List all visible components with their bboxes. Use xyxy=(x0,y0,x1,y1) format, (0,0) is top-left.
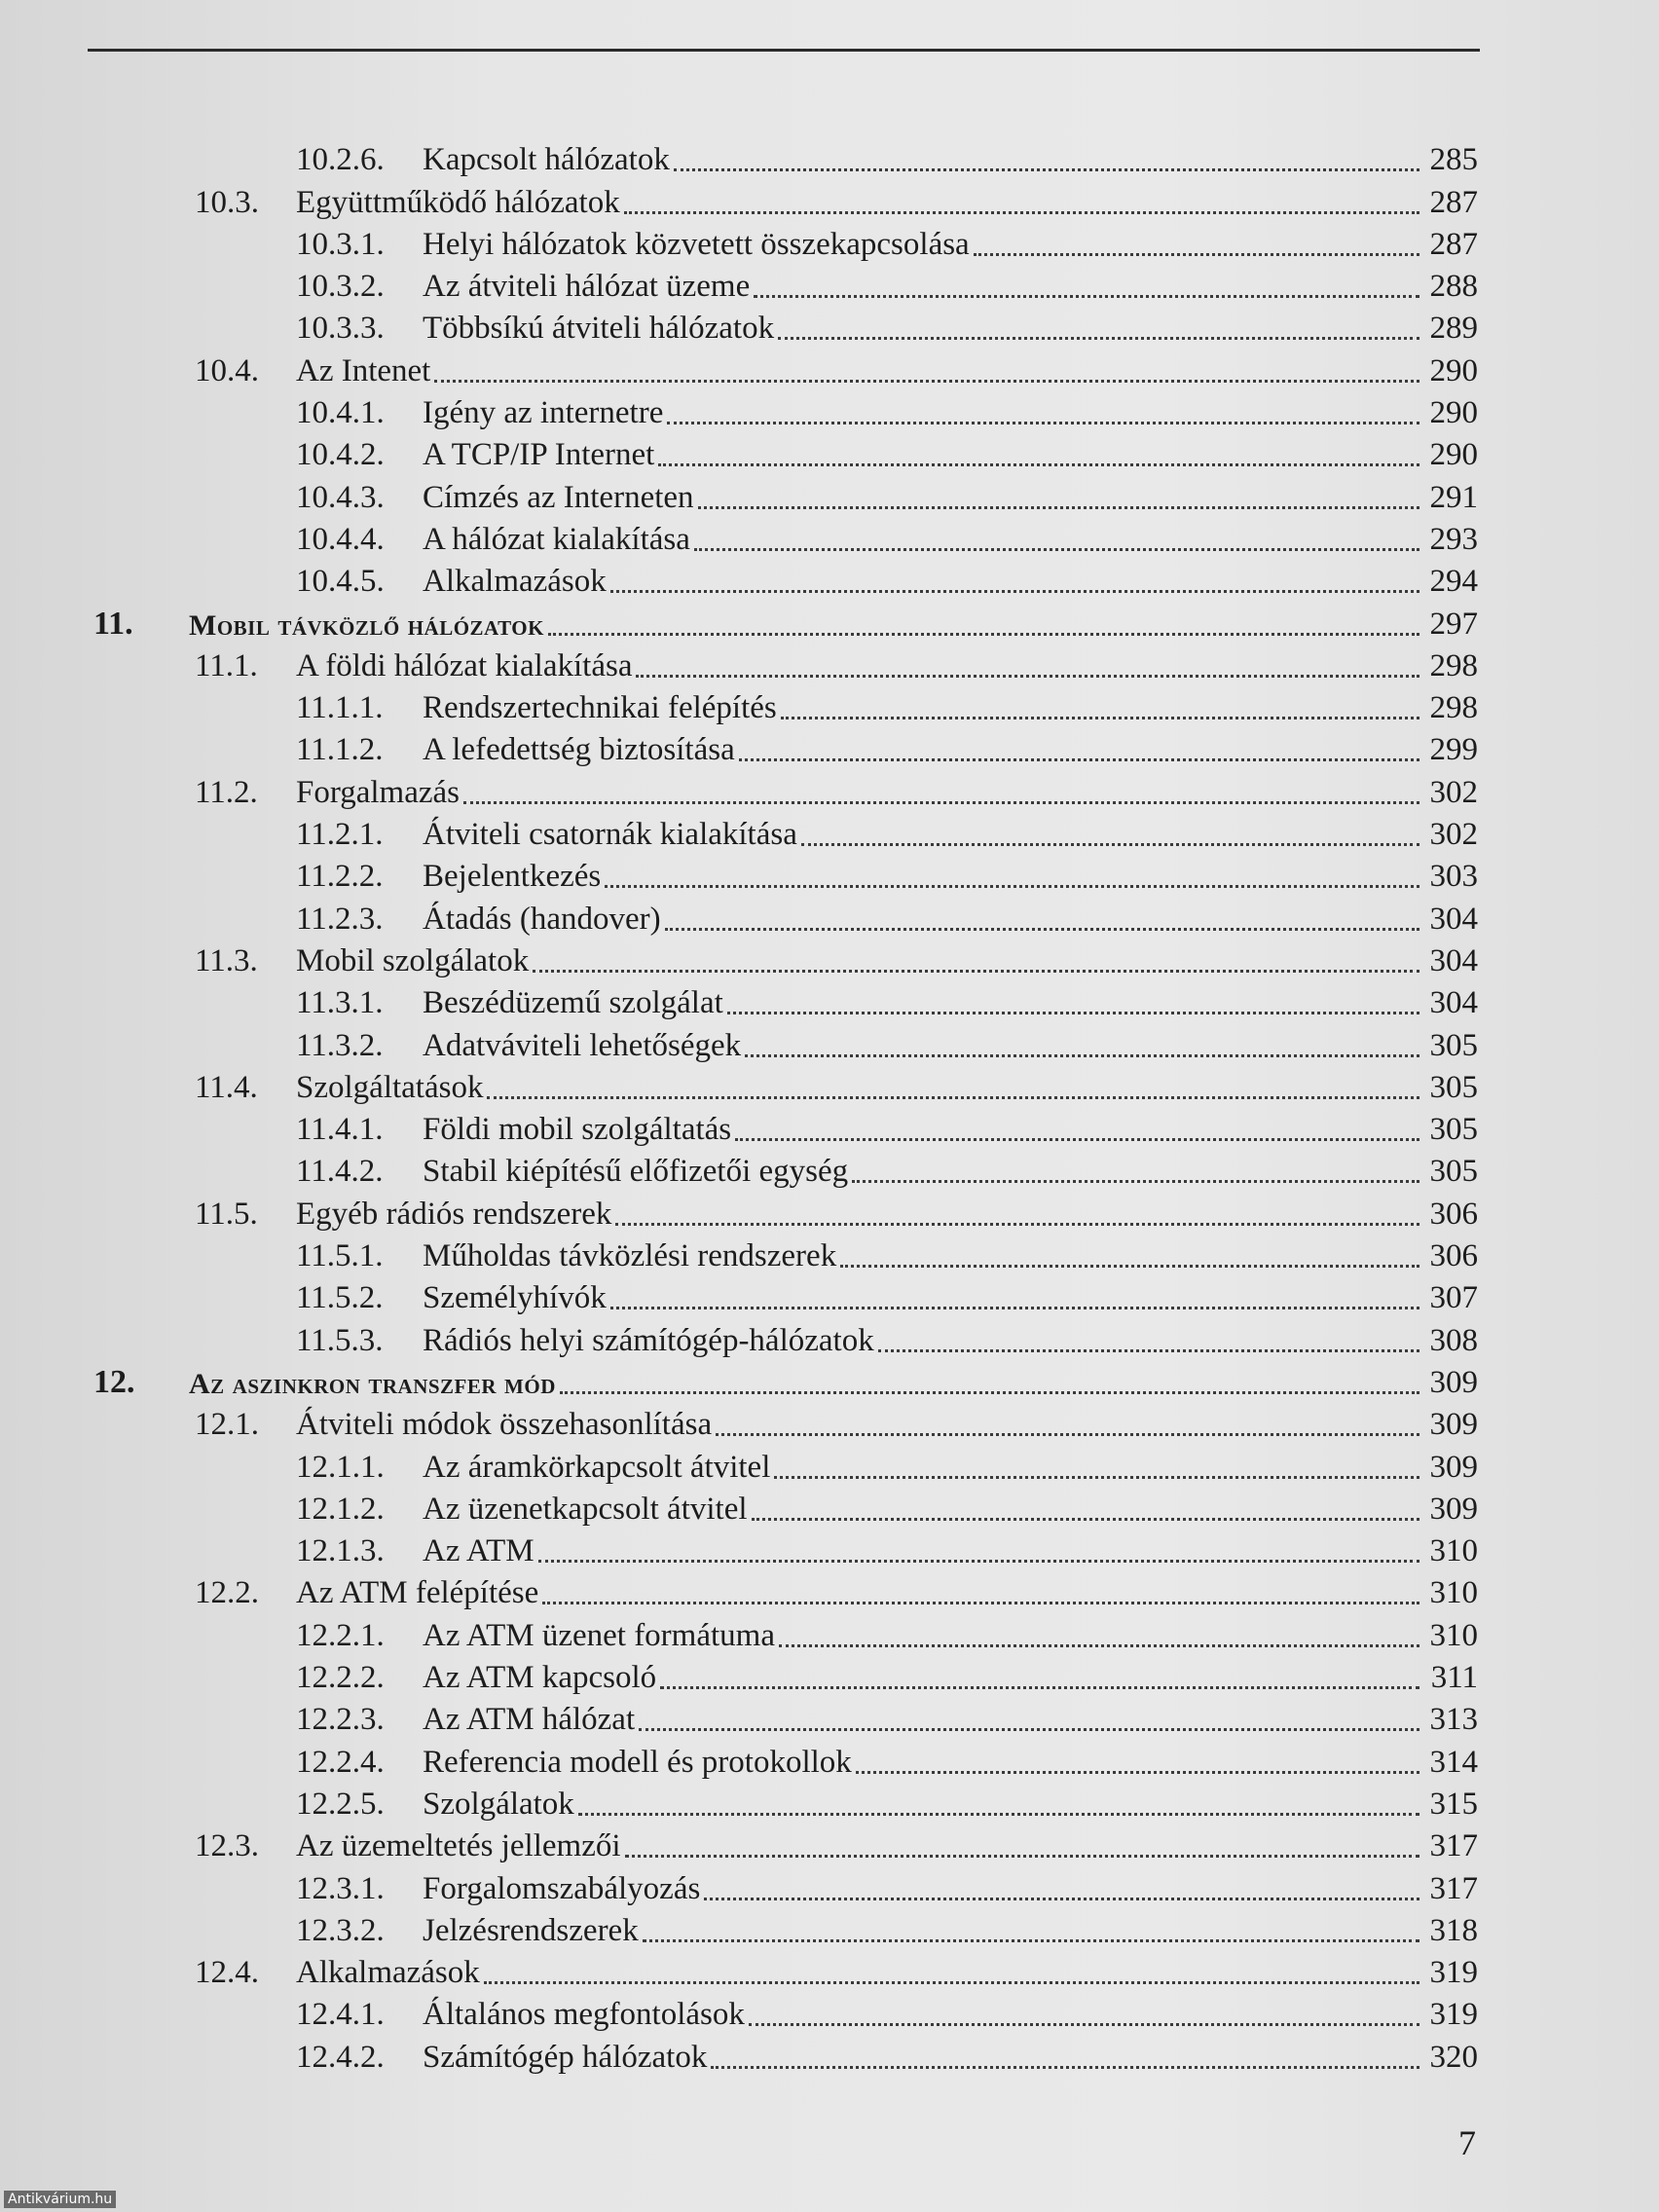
section-page-number: 306 xyxy=(1429,1196,1478,1232)
toc-entry xyxy=(0,134,1659,176)
entry-body xyxy=(423,2039,1478,2075)
toc-entry xyxy=(0,514,1659,556)
section-title: Stabil kiépítésű előfizetői egység xyxy=(423,1154,849,1190)
dot-leader xyxy=(463,801,1419,804)
section-title: Többsíkú átviteli hálózatok xyxy=(423,311,775,347)
section-page-number: 310 xyxy=(1429,1533,1478,1569)
section-page-number: 306 xyxy=(1429,1238,1478,1274)
entry-body xyxy=(423,1744,1478,1780)
dot-leader xyxy=(694,548,1419,551)
section-page-number: 303 xyxy=(1429,859,1478,895)
section-title: Címzés az Interneten xyxy=(423,479,694,515)
entry-body xyxy=(423,903,1478,936)
entry-body xyxy=(423,1535,1478,1567)
section-page-number: 307 xyxy=(1429,1280,1478,1316)
watermark-logo: Antikvárium.hu xyxy=(4,2191,116,2208)
section-page-number: 309 xyxy=(1429,1364,1478,1400)
entry-body xyxy=(296,1577,1478,1609)
section-page-number: 309 xyxy=(1429,1491,1478,1527)
section-title: Forgalomszabályozás xyxy=(423,1870,701,1906)
toc-entry xyxy=(0,1441,1659,1483)
entry-body xyxy=(423,1704,1478,1736)
section-title: Helyi hálózatok közvetett összekapcsolása xyxy=(423,226,970,262)
section-number: 12.2.2. xyxy=(296,1660,385,1696)
section-number: 11.3. xyxy=(195,942,258,978)
toc-entry xyxy=(0,724,1659,766)
toc-entry xyxy=(0,1779,1659,1821)
toc-entry xyxy=(0,556,1659,598)
section-number: 11.2.3. xyxy=(296,901,384,937)
dot-leader xyxy=(781,717,1419,719)
section-number: 12.2.4. xyxy=(296,1744,385,1780)
dot-leader xyxy=(735,1138,1419,1141)
toc-entry xyxy=(0,1652,1659,1694)
section-page-number: 299 xyxy=(1429,732,1478,768)
toc-entry xyxy=(0,893,1659,935)
section-page-number: 319 xyxy=(1429,1997,1478,2033)
section-number: 11.5.3. xyxy=(296,1322,384,1358)
toc-entry xyxy=(0,1146,1659,1188)
entry-body xyxy=(423,566,1478,598)
dot-leader xyxy=(624,211,1419,214)
section-page-number: 319 xyxy=(1429,1955,1478,1991)
section-number: 10.4.1. xyxy=(296,395,385,431)
section-number: 12.1. xyxy=(195,1407,259,1443)
section-number: 11.5.2. xyxy=(296,1280,384,1316)
section-page-number: 293 xyxy=(1429,521,1478,557)
section-page-number: 309 xyxy=(1429,1449,1478,1485)
dot-leader xyxy=(779,1644,1419,1647)
section-number: 10.3.3. xyxy=(296,311,385,347)
dot-leader xyxy=(533,970,1419,973)
dot-leader xyxy=(610,590,1419,593)
entry-body xyxy=(423,734,1478,766)
section-title: Átviteli módok összehasonlítása xyxy=(296,1407,713,1443)
section-number: 11.1.2. xyxy=(296,732,384,768)
section-number: 11.3.1. xyxy=(296,985,384,1021)
entry-body xyxy=(423,1114,1478,1146)
section-title: A lefedettség biztosítása xyxy=(423,732,735,768)
entry-body xyxy=(296,1198,1478,1231)
dot-leader xyxy=(658,463,1419,466)
section-title: Bejelentkezés xyxy=(423,859,602,895)
toc-entry xyxy=(0,1019,1659,1061)
section-title: Az Intenet xyxy=(296,352,431,388)
section-title: Igény az internetre xyxy=(423,395,664,431)
entry-body xyxy=(423,1449,1478,1485)
dot-leader xyxy=(801,843,1419,846)
section-title: Beszédüzemű szolgálat xyxy=(423,985,723,1021)
section-number: 11.4.1. xyxy=(296,1112,384,1148)
dot-leader xyxy=(749,2023,1419,2026)
section-page-number: 308 xyxy=(1429,1322,1478,1358)
dot-leader xyxy=(974,253,1419,256)
section-title: Átadás (handover) xyxy=(423,901,661,937)
entry-body xyxy=(423,1240,1478,1272)
toc-entry xyxy=(0,387,1659,429)
section-title: Alkalmazások xyxy=(296,1955,480,1991)
section-number: 12.4.1. xyxy=(296,1997,385,2033)
toc-chapter-entry xyxy=(0,1357,1659,1399)
section-page-number: 310 xyxy=(1429,1575,1478,1611)
section-title: A földi hálózat kialakítása xyxy=(296,647,633,683)
toc-entry xyxy=(0,1314,1659,1356)
section-page-number: 317 xyxy=(1429,1870,1478,1906)
section-page-number: 290 xyxy=(1429,352,1478,388)
entry-body xyxy=(423,1617,1478,1653)
section-title: Mobil távközlő hálózatok xyxy=(189,608,544,642)
section-title: Személyhívók xyxy=(423,1280,607,1316)
section-page-number: 304 xyxy=(1429,901,1478,937)
section-title: Az üzemeltetés jellemzői xyxy=(296,1828,621,1864)
entry-body xyxy=(423,1999,1478,2031)
entry-body xyxy=(296,184,1478,220)
dot-leader xyxy=(716,1433,1419,1436)
section-page-number: 287 xyxy=(1429,184,1478,220)
section-page-number: 305 xyxy=(1429,1069,1478,1105)
toc-entry xyxy=(0,1736,1659,1778)
toc-entry xyxy=(0,1567,1659,1609)
entry-body xyxy=(423,1322,1478,1358)
entry-body xyxy=(423,439,1478,471)
toc-chapter-entry xyxy=(0,598,1659,640)
dot-leader xyxy=(615,1223,1419,1226)
section-number: 12.2.1. xyxy=(296,1617,385,1653)
section-page-number: 285 xyxy=(1429,142,1478,178)
section-number: 11.5.1. xyxy=(296,1238,384,1274)
toc-entry xyxy=(0,346,1659,387)
entry-body xyxy=(423,1027,1478,1063)
entry-body xyxy=(423,692,1478,724)
section-title: Átviteli csatornák kialakítása xyxy=(423,817,797,853)
section-number: 10.3. xyxy=(195,184,259,220)
section-title: Szolgálatok xyxy=(423,1786,574,1822)
entry-body xyxy=(423,397,1478,429)
toc-entry xyxy=(0,1484,1659,1526)
section-title: Mobil szolgálatok xyxy=(296,942,530,978)
section-page-number: 317 xyxy=(1429,1828,1478,1864)
entry-body xyxy=(423,861,1478,893)
toc-entry xyxy=(0,977,1659,1019)
section-number: 10.2.6. xyxy=(296,142,385,178)
section-title: Az ATM üzenet formátuma xyxy=(423,1617,775,1653)
section-page-number: 288 xyxy=(1429,269,1478,305)
toc-entry xyxy=(0,1821,1659,1862)
dot-leader xyxy=(610,1307,1419,1309)
section-number: 11.2.1. xyxy=(296,817,384,853)
toc-entry xyxy=(0,1399,1659,1441)
toc-entry xyxy=(0,1062,1659,1104)
section-title: Kapcsolt hálózatok xyxy=(423,142,670,178)
dot-leader xyxy=(745,1054,1419,1057)
entry-body xyxy=(423,1870,1478,1906)
toc-entry xyxy=(0,303,1659,345)
dot-leader xyxy=(752,1518,1419,1521)
section-page-number: 289 xyxy=(1429,311,1478,347)
dot-leader xyxy=(727,1012,1419,1014)
toc-entry xyxy=(0,1694,1659,1736)
entry-body xyxy=(296,774,1478,810)
dot-leader xyxy=(434,380,1419,383)
section-number: 10.3.1. xyxy=(296,226,385,262)
dot-leader xyxy=(639,1728,1419,1731)
dot-leader xyxy=(487,1096,1419,1099)
section-title: Az üzenetkapcsolt átvitel xyxy=(423,1491,748,1527)
dot-leader xyxy=(542,1602,1419,1604)
entry-body xyxy=(296,352,1478,388)
dot-leader xyxy=(739,758,1419,761)
section-page-number: 309 xyxy=(1429,1407,1478,1443)
toc-entry xyxy=(0,429,1659,471)
toc-entry xyxy=(0,1610,1659,1652)
section-number: 10.4. xyxy=(195,352,259,388)
section-title: Általános megfontolások xyxy=(423,1997,745,2033)
entry-body xyxy=(189,608,1478,641)
section-page-number: 318 xyxy=(1429,1912,1478,1948)
section-number: 11. xyxy=(93,605,133,642)
section-number: 12.1.2. xyxy=(296,1491,385,1527)
entry-body xyxy=(423,819,1478,851)
section-title: Együttműködő hálózatok xyxy=(296,184,620,220)
toc-entry xyxy=(0,1104,1659,1146)
dot-leader xyxy=(484,1981,1419,1984)
section-number: 10.4.2. xyxy=(296,437,385,473)
section-title: Adatváviteli lehetőségek xyxy=(423,1027,742,1063)
section-number: 12.3. xyxy=(195,1828,259,1864)
dot-leader xyxy=(878,1349,1419,1352)
toc-entry xyxy=(0,1862,1659,1904)
toc-entry xyxy=(0,936,1659,977)
dot-leader xyxy=(856,1771,1419,1774)
dot-leader xyxy=(840,1265,1419,1268)
section-title: Jelzésrendszerek xyxy=(423,1912,639,1948)
section-number: 12.2. xyxy=(195,1575,259,1611)
dot-leader xyxy=(625,1855,1419,1858)
entry-body xyxy=(423,1788,1478,1821)
toc-entry xyxy=(0,682,1659,724)
entry-body xyxy=(423,1912,1478,1948)
toc-entry xyxy=(0,1947,1659,1989)
entry-body xyxy=(296,1409,1478,1441)
dot-leader xyxy=(636,675,1419,678)
entry-body xyxy=(423,479,1478,515)
section-title: Az ATM kapcsoló xyxy=(423,1660,657,1696)
toc-entry xyxy=(0,1272,1659,1314)
page-number: 7 xyxy=(1458,2123,1476,2162)
section-number: 11.2. xyxy=(195,774,258,810)
section-title: Forgalmazás xyxy=(296,774,461,810)
toc-entry xyxy=(0,219,1659,261)
section-number: 12.2.3. xyxy=(296,1702,385,1738)
dot-leader xyxy=(560,1391,1419,1394)
section-title: Számítógép hálózatok xyxy=(423,2039,708,2075)
section-number: 11.2.2. xyxy=(296,859,384,895)
section-number: 12.1.1. xyxy=(296,1449,385,1485)
section-page-number: 304 xyxy=(1429,942,1478,978)
section-title: Az ATM xyxy=(423,1533,535,1569)
section-number: 12.1.3. xyxy=(296,1533,385,1569)
section-title: Rádiós helyi számítógép-hálózatok xyxy=(423,1322,874,1358)
section-number: 10.3.2. xyxy=(296,269,385,305)
dot-leader xyxy=(660,1686,1419,1689)
section-number: 12.4.2. xyxy=(296,2039,385,2075)
section-number: 12.2.5. xyxy=(296,1786,385,1822)
dot-leader xyxy=(674,168,1419,171)
section-page-number: 297 xyxy=(1429,606,1478,642)
toc-entry xyxy=(0,1526,1659,1567)
dot-leader xyxy=(852,1180,1419,1183)
section-title: Az ATM felépítése xyxy=(296,1575,539,1611)
entry-body xyxy=(423,521,1478,557)
entry-body xyxy=(296,942,1478,978)
section-page-number: 315 xyxy=(1429,1786,1478,1822)
entry-body xyxy=(423,313,1478,345)
section-number: 11.3.2. xyxy=(296,1027,384,1063)
section-title: Referencia modell és protokollok xyxy=(423,1744,852,1780)
entry-body xyxy=(296,1069,1478,1105)
section-title: A hálózat kialakítása xyxy=(423,521,690,557)
section-title: A TCP/IP Internet xyxy=(423,437,655,473)
dot-leader xyxy=(643,1939,1419,1942)
entry-body xyxy=(423,1156,1478,1188)
section-page-number: 298 xyxy=(1429,647,1478,683)
section-page-number: 305 xyxy=(1429,1154,1478,1190)
toc-entry xyxy=(0,1189,1659,1231)
section-number: 12.3.2. xyxy=(296,1912,385,1948)
section-number: 10.4.4. xyxy=(296,521,385,557)
entry-body xyxy=(189,1364,1478,1400)
section-title: Az aszinkron transzfer mód xyxy=(189,1367,556,1400)
section-number: 12.4. xyxy=(195,1955,259,1991)
section-page-number: 287 xyxy=(1429,226,1478,262)
dot-leader xyxy=(698,506,1419,509)
section-title: Az átviteli hálózat üzeme xyxy=(423,269,751,305)
dot-leader xyxy=(605,885,1419,888)
entry-body xyxy=(423,1282,1478,1314)
header-rule xyxy=(88,49,1480,52)
section-page-number: 302 xyxy=(1429,817,1478,853)
dot-leader xyxy=(667,422,1419,424)
section-page-number: 320 xyxy=(1429,2039,1478,2075)
toc-entry xyxy=(0,2032,1659,2074)
dot-leader xyxy=(578,1813,1419,1816)
dot-leader xyxy=(711,2066,1419,2069)
section-page-number: 290 xyxy=(1429,437,1478,473)
toc-entry xyxy=(0,809,1659,851)
dot-leader xyxy=(548,633,1419,636)
toc-entry xyxy=(0,1905,1659,1947)
section-title: Rendszertechnikai felépítés xyxy=(423,690,777,726)
dot-leader xyxy=(665,928,1419,931)
section-title: Műholdas távközlési rendszerek xyxy=(423,1238,837,1274)
entry-body xyxy=(423,987,1478,1019)
toc-entry xyxy=(0,641,1659,682)
toc-entry xyxy=(0,767,1659,809)
dot-leader xyxy=(704,1898,1419,1900)
section-page-number: 310 xyxy=(1429,1617,1478,1653)
section-page-number: 298 xyxy=(1429,690,1478,726)
toc-entry xyxy=(0,1231,1659,1272)
entry-body xyxy=(423,1662,1478,1694)
section-page-number: 305 xyxy=(1429,1112,1478,1148)
section-number: 12.3.1. xyxy=(296,1870,385,1906)
section-title: Földi mobil szolgáltatás xyxy=(423,1112,732,1148)
entry-body xyxy=(423,226,1478,262)
toc-entry xyxy=(0,176,1659,218)
section-page-number: 311 xyxy=(1430,1660,1478,1696)
section-title: Az áramkörkapcsolt átvitel xyxy=(423,1449,771,1485)
entry-body xyxy=(423,271,1478,303)
section-page-number: 305 xyxy=(1429,1027,1478,1063)
section-page-number: 291 xyxy=(1429,479,1478,515)
entry-body xyxy=(423,144,1478,176)
section-number: 11.4. xyxy=(195,1069,258,1105)
section-number: 11.1. xyxy=(195,647,258,683)
section-page-number: 302 xyxy=(1429,774,1478,810)
section-page-number: 294 xyxy=(1429,564,1478,600)
section-number: 11.5. xyxy=(195,1196,258,1232)
section-title: Egyéb rádiós rendszerek xyxy=(296,1196,612,1232)
entry-body xyxy=(296,647,1478,683)
section-number: 11.1.1. xyxy=(296,690,384,726)
dot-leader xyxy=(754,295,1419,298)
toc-entry xyxy=(0,261,1659,303)
section-number: 10.4.5. xyxy=(296,564,385,600)
entry-body xyxy=(296,1830,1478,1862)
section-number: 12. xyxy=(93,1363,135,1400)
dot-leader xyxy=(538,1560,1419,1563)
toc-entry xyxy=(0,471,1659,513)
toc-entry xyxy=(0,1989,1659,2031)
section-title: Az ATM hálózat xyxy=(423,1702,636,1738)
entry-body xyxy=(423,1493,1478,1526)
section-title: Alkalmazások xyxy=(423,564,607,600)
entry-body xyxy=(296,1957,1478,1989)
dot-leader xyxy=(774,1476,1419,1479)
section-title: Szolgáltatások xyxy=(296,1069,484,1105)
toc-entry xyxy=(0,851,1659,893)
section-page-number: 314 xyxy=(1429,1744,1478,1780)
section-page-number: 304 xyxy=(1429,985,1478,1021)
section-page-number: 313 xyxy=(1429,1702,1478,1738)
section-number: 11.4.2. xyxy=(296,1154,384,1190)
dot-leader xyxy=(778,337,1419,340)
section-number: 10.4.3. xyxy=(296,479,385,515)
section-page-number: 290 xyxy=(1429,395,1478,431)
